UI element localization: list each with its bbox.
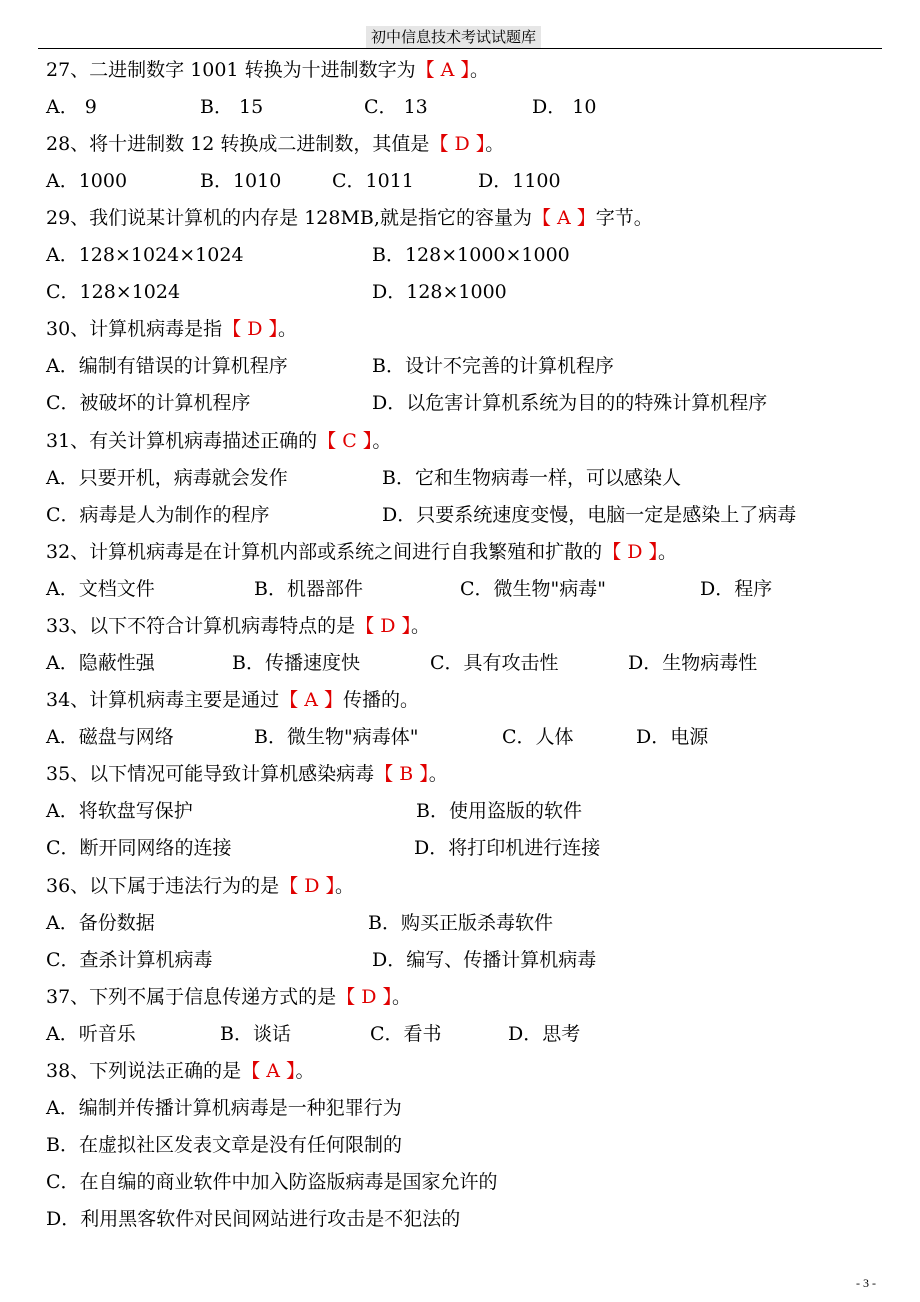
option-item: B．设计不完善的计算机程序 [372, 355, 614, 377]
option-row [46, 942, 876, 979]
option-item: D． 10 [532, 96, 597, 118]
option-item: A． 9 [46, 96, 97, 118]
question-text-suffix: 。 [428, 763, 448, 785]
answer-mark: 【 C 】 [317, 430, 373, 452]
option-item: A．听音乐 [46, 1023, 136, 1045]
question-stem [46, 756, 448, 793]
answer-mark: 【 A 】 [531, 207, 596, 229]
option-item: D．1100 [478, 170, 561, 192]
option-row [46, 497, 876, 534]
option-item: D．只要系统速度变慢，电脑一定是感染上了病毒 [382, 504, 797, 526]
option-row [46, 1127, 876, 1164]
question-text: 28、将十进制数 12 转换成二进制数，其值是 [46, 133, 430, 155]
question-text-suffix: 。 [658, 541, 678, 563]
question-text-suffix: 。 [335, 875, 355, 897]
option-item: A．磁盘与网络 [46, 726, 174, 748]
option-item: C．微生物"病毒" [460, 578, 607, 600]
option-item: B．1010 [200, 170, 282, 192]
option-item: B．传播速度快 [232, 652, 360, 674]
option-item: A．备份数据 [46, 912, 155, 934]
option-row [46, 1201, 876, 1238]
option-item: A．隐蔽性强 [46, 652, 155, 674]
answer-mark: 【 A 】 [279, 689, 343, 711]
option-item: D．程序 [700, 578, 773, 600]
question-text: 37、下列不属于信息传递方式的是 [46, 986, 337, 1008]
option-item: D．电源 [636, 726, 709, 748]
page-header [0, 26, 920, 48]
option-row [46, 1016, 876, 1053]
option-item: D．思考 [508, 1023, 581, 1045]
question-stem [46, 423, 391, 460]
question-text-suffix: 。 [295, 1060, 315, 1082]
question-stem [46, 534, 677, 571]
option-item: C． 13 [364, 96, 428, 118]
option-item: C．128×1024 [46, 281, 181, 303]
option-row [46, 274, 876, 311]
header-rule [38, 48, 882, 49]
option-item: B．谈话 [220, 1023, 291, 1045]
question-text-suffix: 。 [411, 615, 431, 637]
question-text-suffix: 。 [372, 430, 392, 452]
question-stem [46, 52, 489, 89]
question-stem [46, 126, 504, 163]
option-row [46, 1164, 876, 1201]
option-row [46, 89, 876, 126]
page-number: - 3 - [856, 1276, 876, 1290]
option-item: D．将打印机进行连接 [414, 837, 601, 859]
option-row [46, 571, 876, 608]
option-item: B．它和生物病毒一样，可以感染人 [382, 467, 681, 489]
question-stem [46, 608, 430, 645]
option-item: C．查杀计算机病毒 [46, 949, 213, 971]
option-row [46, 1090, 876, 1127]
option-row [46, 385, 876, 422]
option-item: C．1011 [332, 170, 414, 192]
question-text: 34、计算机病毒主要是通过 [46, 689, 280, 711]
option-item: C．人体 [502, 726, 574, 748]
option-item: B．使用盗版的软件 [416, 800, 582, 822]
answer-mark: 【 A 】 [241, 1060, 296, 1082]
question-stem [46, 682, 419, 719]
option-item: C．被破坏的计算机程序 [46, 392, 251, 414]
question-text: 35、以下情况可能导致计算机感染病毒 [46, 763, 375, 785]
option-row [46, 348, 876, 385]
question-text-suffix: 。 [469, 59, 489, 81]
option-item: B． 15 [200, 96, 264, 118]
answer-mark: 【 D 】 [336, 986, 393, 1008]
option-item: C．病毒是人为制作的程序 [46, 504, 270, 526]
option-item: B．购买正版杀毒软件 [368, 912, 553, 934]
option-item: B．机器部件 [254, 578, 363, 600]
option-item: D．128×1000 [372, 281, 507, 303]
question-text: 30、计算机病毒是指 [46, 318, 223, 340]
option-item: A．将软盘写保护 [46, 800, 193, 822]
option-item: B．在虚拟社区发表文章是没有任何限制的 [46, 1134, 402, 1156]
option-item: A．只要开机，病毒就会发作 [46, 467, 288, 489]
option-item: D．编写、传播计算机病毒 [372, 949, 597, 971]
question-text-suffix: 。 [485, 133, 505, 155]
answer-mark: 【 D 】 [355, 615, 412, 637]
answer-mark: 【 B 】 [374, 763, 429, 785]
question-text-suffix: 字节。 [595, 207, 653, 229]
question-text: 32、计算机病毒是在计算机内部或系统之间进行自我繁殖和扩散的 [46, 541, 603, 563]
question-text: 27、二进制数字 1001 转换为十进制数字为 [46, 59, 416, 81]
question-stem [46, 979, 411, 1016]
header-title: 初中信息技术考试试题库 [366, 26, 541, 48]
option-item: C．在自编的商业软件中加入防盗版病毒是国家允许的 [46, 1171, 498, 1193]
answer-mark: 【 D 】 [602, 541, 659, 563]
option-item: D．生物病毒性 [628, 652, 758, 674]
question-stem [46, 311, 297, 348]
option-item: D．利用黑客软件对民间网站进行攻击是不犯法的 [46, 1208, 461, 1230]
question-stem [46, 868, 354, 905]
option-row [46, 719, 876, 756]
option-row [46, 830, 876, 867]
option-item: B．微生物"病毒体" [254, 726, 419, 748]
question-text: 36、以下属于违法行为的是 [46, 875, 280, 897]
option-item: C．看书 [370, 1023, 442, 1045]
question-text: 31、有关计算机病毒描述正确的 [46, 430, 318, 452]
question-text-suffix: 。 [278, 318, 298, 340]
option-row [46, 163, 876, 200]
question-text: 29、我们说某计算机的内存是 128MB,就是指它的容量为 [46, 207, 532, 229]
question-text-suffix: 传播的。 [343, 689, 420, 711]
question-stem [46, 200, 653, 237]
question-text-suffix: 。 [392, 986, 412, 1008]
option-row [46, 793, 876, 830]
option-item: A．编制有错误的计算机程序 [46, 355, 288, 377]
question-text: 38、下列说法正确的是 [46, 1060, 242, 1082]
option-item: A．1000 [46, 170, 128, 192]
option-item: A．128×1024×1024 [46, 244, 244, 266]
option-item: D．以危害计算机系统为目的的特殊计算机程序 [372, 392, 768, 414]
question-text: 33、以下不符合计算机病毒特点的是 [46, 615, 356, 637]
answer-mark: 【 D 】 [279, 875, 336, 897]
option-row [46, 460, 876, 497]
option-item: C．具有攻击性 [430, 652, 559, 674]
option-item: A．编制并传播计算机病毒是一种犯罪行为 [46, 1097, 402, 1119]
option-row [46, 645, 876, 682]
option-item: C．断开同网络的连接 [46, 837, 232, 859]
option-item: A．文档文件 [46, 578, 155, 600]
option-item: B．128×1000×1000 [372, 244, 570, 266]
question-stem [46, 1053, 315, 1090]
answer-mark: 【 D 】 [222, 318, 279, 340]
option-row [46, 237, 876, 274]
answer-mark: 【 D 】 [429, 133, 486, 155]
answer-mark: 【 A 】 [415, 59, 470, 81]
option-row [46, 905, 876, 942]
